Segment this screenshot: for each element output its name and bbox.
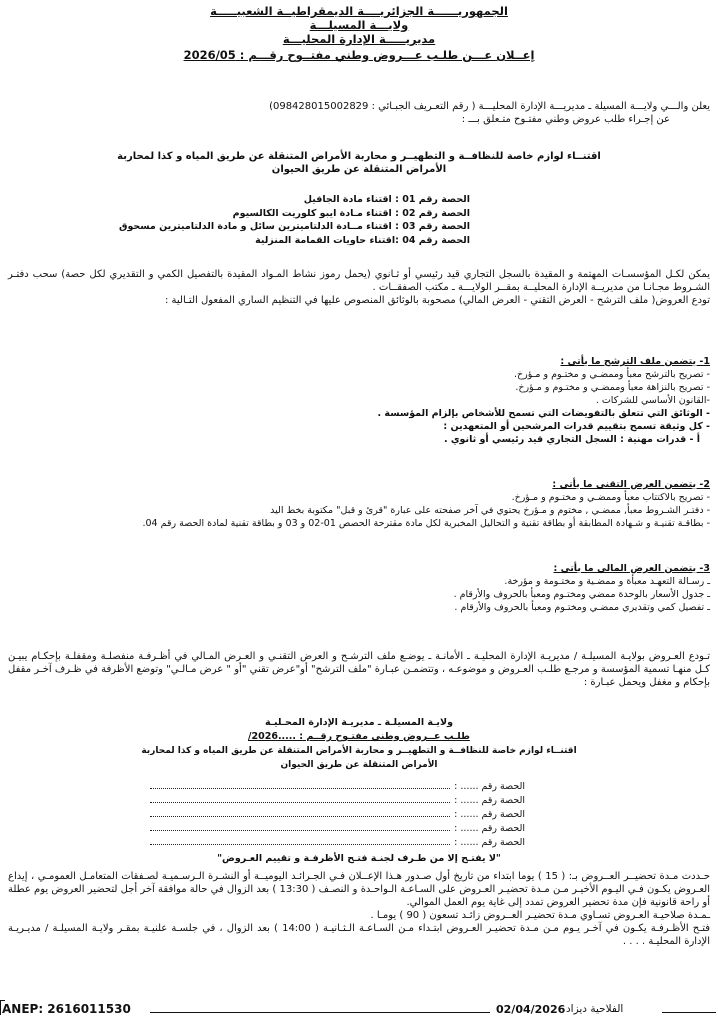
intro-line-1: يعلن والـــي ولايـــة المسيلة ـ مديريـــة الإدارة المحليـــة ( رقم التعـريف الجبـائي : 098428015002829): [269, 101, 710, 112]
technical-item: - تصريح بالاكتتاب معبأ وممضـي و مختـوم و مـؤرخ.: [511, 492, 710, 503]
financial-item: ـ جدول الأسعار بالوحدة ممضي ومختـوم ومعبأ بالحروف والأرقام .: [453, 589, 710, 600]
candidacy-item: - تصريح بالترشح معبأ وممضـي و مختـوم و مـؤرخ.: [513, 369, 710, 380]
envelope-lot-row: الحصة رقم ...... :: [8, 836, 525, 850]
lot-item: الحصة رقم 01 : اقتناء مادة الجافيل: [303, 194, 470, 205]
eligibility-paragraph: يمكن لكـل المؤسسـات المهتمة و المقيدة بالسجل التجاري قيد رئيسي أو ثـانوي (يحمل رموز نشاط المـواد المقيدة بالتفصيل الكمي و التقديري لكل حصة) سحب دفتـر الشـروط مجـانـا من مديريــة الإدارة المحليــة بمقــر الولايـــة ـ مكتب الصفقــات .: [8, 269, 710, 293]
envelope-warning: "لا يفتـح إلا من طـرف لجنـة فتـح الأظرفـة و تقييم العـروض": [217, 853, 501, 864]
lot-item: الحصة رقم 03 : اقتناء مــادة الدلتاميترين سائل و مادة الدلتاميترين مسحوق: [118, 221, 470, 232]
deposit-section: [8, 650, 710, 689]
anep-reference: ANEP: 2616011530: [2, 1002, 131, 1016]
candidacy-item: أ - قدرات مهنية : السجل التجاري قيد رئيسي أو ثانوي .: [443, 434, 700, 445]
footer-rule-right: [662, 1012, 716, 1013]
envelope-subject-2: الأمراض المتنقلة عن طريق الحيوان: [280, 760, 438, 770]
technical-heading: 2- يتضمن العرض التقني ما يأتي :: [552, 479, 710, 490]
intro-line-2: عن إجـراء طلب عروض وطني مفتـوح متـعلق بـــ :: [461, 114, 670, 125]
envelope-subject-1: اقتنــاء لوازم خاصة للنظافــة و التطهيــر و محاربة الأمراض المتنقلة عن طريق المياه و كذا لمحاربة: [141, 746, 577, 756]
lot-item: الحصة رقم 02 : اقتناء مـادة ايبو كلوريت الكالسيوم: [232, 207, 470, 219]
candidacy-item: -القانون الأساسي للشركات .: [595, 395, 710, 406]
newspaper-name: الفلاحية ديزاد: [566, 1003, 624, 1015]
financial-section: [8, 562, 710, 614]
footer-rule-left: [150, 1012, 490, 1013]
directorate-title: مديريـــــة الإدارة المحليـــة: [282, 32, 436, 46]
validity-paragraph: ـمـدة صلاحيـة العـروض تسـاوي مـدة تحضيـر العــروض زائـد تسعون ( 90 ) يومـا .: [370, 910, 710, 921]
financial-item: ـ تفصيل كمي وتقديري ممضـي ومختـوم ومعبأ بالحروف والأرقام .: [454, 602, 710, 613]
technical-section: [8, 478, 710, 530]
header: [8, 4, 710, 62]
opening-paragraph: فتـح الأظـرفـة يكـون في آخـر يـوم مـن مـدة تحضيـر العـروض ابتـداء مـن السـاعـة الـثـانيـة ( 14:00 ) بعد الزوال ، في جلسـة علنيـة بمقـر ولايـة المسيلـة / مديـريـة الإدارة المحليـة . . . .: [8, 923, 710, 947]
envelope-lot-row: الحصة رقم ...... :: [8, 822, 525, 836]
deposit-paragraph: تـودع العـروض بولايـة المسيلـة / مديريـة الإدارة المحليـة ـ الأمانـة ـ يوضـع ملف الترشـح و العرض التقنـي و العـرض المـالي في أظـرفـة منفصلـة ومقفلـة بإحكـام يبيـن كـل منهـا تسمية المؤسسة و مرجـع طلـب العـروض و موضوعـه ، وتتضمـن عبـارة "ملف الترشح" أو"عرض تقني "أو " عرض مـالـي" وتوضع الأظرفة في ظـرف آخـر مقفل بإحكام و مغفل ويحمل عبـارة :: [8, 651, 710, 688]
candidacy-item: - الوثائق التي تتعلق بالتفويضات التي تسمح للأشخاص بإلزام المؤسسة .: [377, 408, 710, 419]
candidacy-heading: 1- يتضمن ملف الترشح ما يأتي :: [560, 356, 710, 367]
documents-paragraph: تودع العروض( ملف الترشح - العرض التقني - العرض المالي) مصحوبة بالوثائق المنصوص عليها في التنظيم الساري المفعول التـالية :: [164, 295, 710, 306]
subject-line-2: الأمراض المتنقلة عن طريق الحيوان: [271, 164, 447, 175]
envelope-lot-rows: [8, 780, 710, 850]
envelope-lot-row: الحصة رقم ...... :: [8, 780, 525, 794]
republic-title: الجمهوريــــــة الجزائريــــة الديمقراطيــة الشعبيـــــة: [210, 4, 508, 18]
financial-item: ـ رسـالة التعهـد معبأة و ممضـية و مختـومة و مؤرخة.: [504, 576, 710, 587]
announcement-title: إعــلان عـــن طلـب عـــروض وطني مفتــوح رقـــم : 2026/05: [183, 48, 535, 62]
envelope-lot-row: الحصة رقم ...... :: [8, 808, 525, 822]
timing-section: [8, 870, 710, 948]
subject: [8, 150, 710, 176]
subject-line-1: اقتنــاء لوازم خاصة للنظافــة و التطهيــر و محاربة الأمراض المتنقلة عن طريق المياه و كذا لمحاربة: [117, 151, 601, 162]
technical-item: - بطاقـة تقنيـة و شـهادة المطابقة أو بطاقة تقنية و التحاليل المخبرية لكل مادة مقترحة الحصص 01-02 و 03 و بطاقة تقنية لمادة الحصة رقم 04.: [142, 518, 710, 529]
candidacy-item: - كل وثيقة تسمح بتقييم قدرات المرشحين أو المتعهدين :: [443, 421, 710, 432]
candidacy-item: - تصريح بالنزاهة معبأ وممضـي و مختـوم و مـؤرخ.: [515, 382, 710, 393]
envelope-tender: طلـب عــروض وطني مفتـوح رقــم : .....2026/: [248, 731, 470, 742]
intro: [8, 100, 710, 126]
envelope-lot-row: الحصة رقم ...... :: [8, 794, 525, 808]
wilaya-title: ولايـــة المسيلـــة: [309, 18, 409, 32]
lots-list: [8, 193, 710, 247]
financial-heading: 3- يتضمن العرض المالي ما يأتي :: [553, 563, 710, 574]
timing-paragraph: حـددت مـدة تحضيــر العــروض بـ: ( 15 ) يوما ابتداء من تاريخ أول صـدور هـذا الإعــلان فـي الجـرائـد اليوميــة أو النشـرة الـرسـميـة لصـفقات المتعامـل العمومـي ، إيداع العـروض يكـون فـي اليـوم الأخيـر مـن مـدة تحضيـر العـروض على السـاعـة الـواحـدة و النصـف ( 13:30 ) بعد الزوال في حالة موافقة آخر أجل لتحضير العروض يوم عطلة أو راحة قانونية فإن مدة تحضير العروض تمدد إلى غاية يوم العمل الموالي.: [8, 871, 710, 908]
publication-date: 02/04/2026: [496, 1003, 566, 1016]
envelope-model: [8, 716, 710, 866]
envelope-wilaya: ولايـة المسيلـة ـ مديريـة الإدارة المحـليـة: [265, 717, 453, 728]
footer: [0, 1000, 718, 1024]
technical-item: - دفتـر الشـروط معبأ, ممضـي , مختوم و مـؤرخ يحتوي في آخر صفحته على عبارة "قرئ و قبل" مكتوبة بخط اليد: [270, 505, 710, 516]
lot-item: الحصة رقم 04 :اقتناء حاويات القمامة المنزلية: [255, 234, 470, 246]
eligibility: [8, 268, 710, 307]
candidacy-section: [8, 355, 710, 446]
